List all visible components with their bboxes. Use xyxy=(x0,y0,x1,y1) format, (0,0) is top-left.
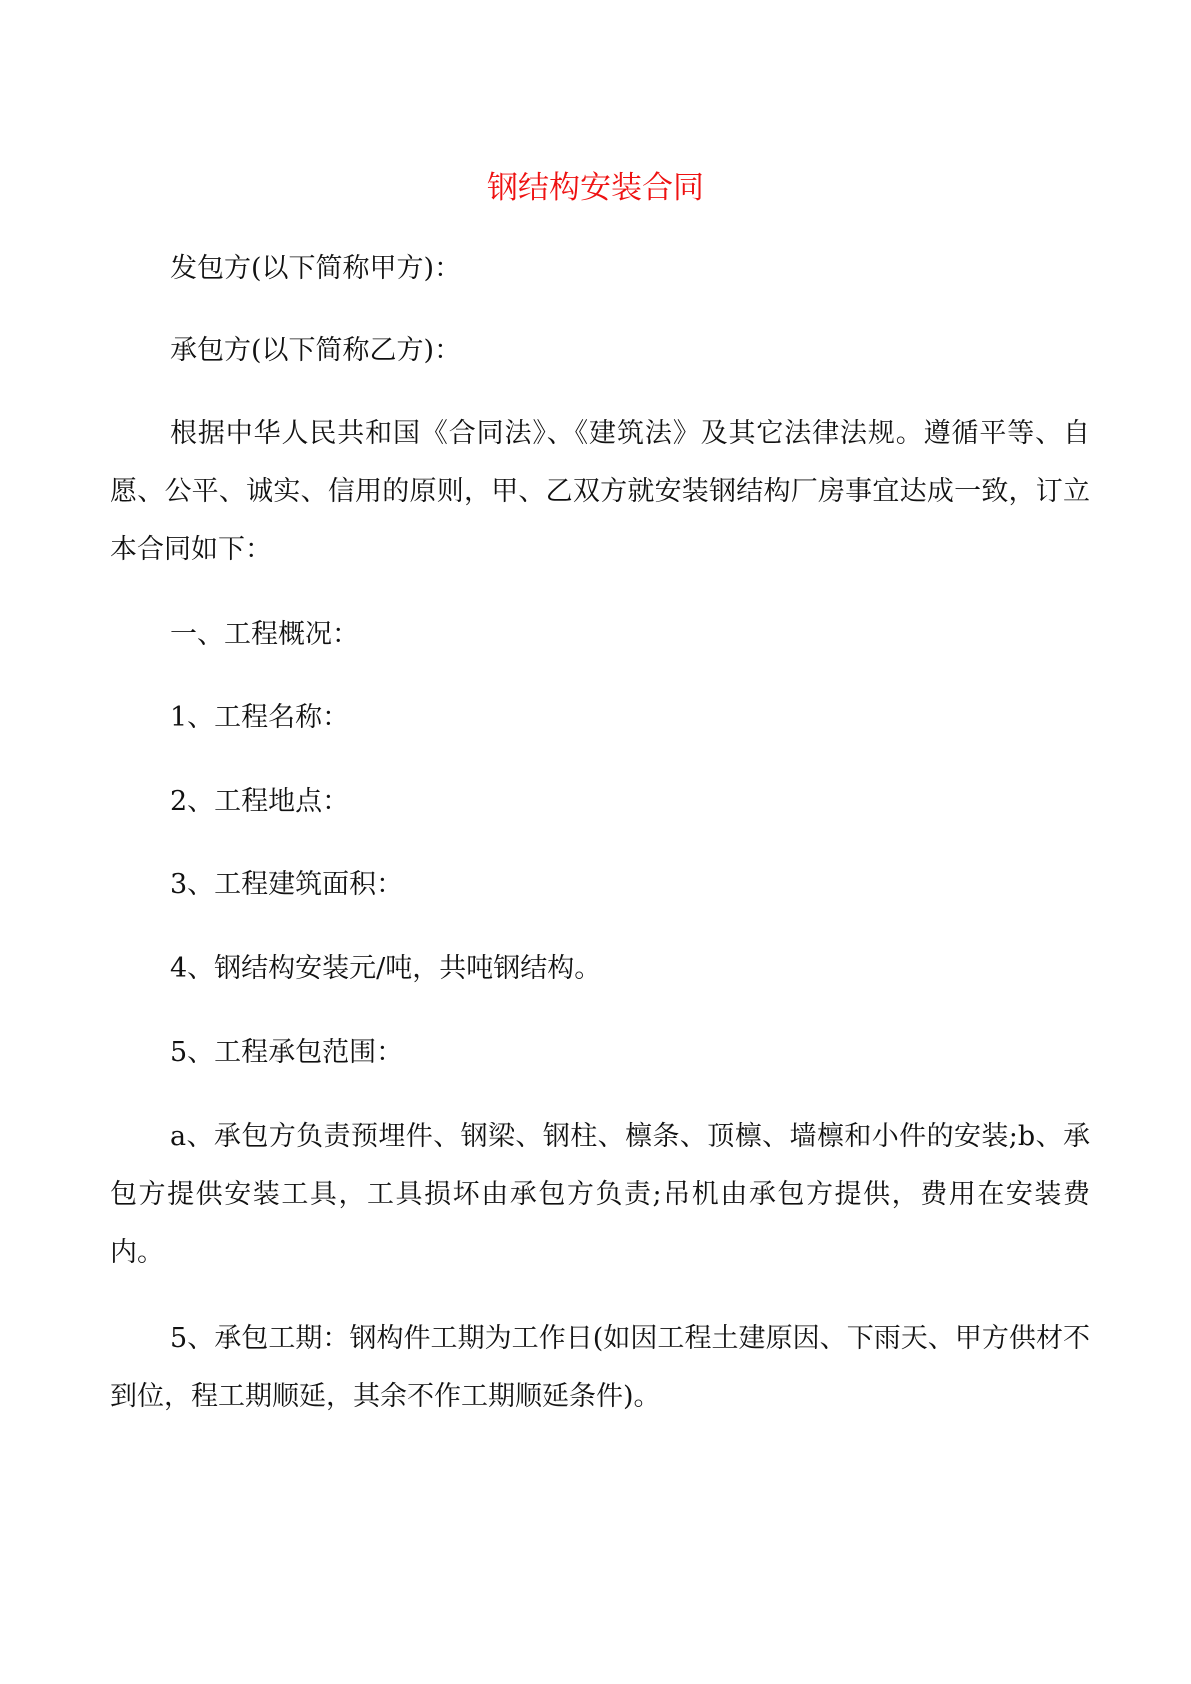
clause-contract-scope: 5、工程承包范围： xyxy=(170,1037,404,1068)
party-a-line: 发包方(以下简称甲方)： xyxy=(170,253,462,284)
preamble-paragraph: 根据中华人民共和国《合同法》、《建筑法》及其它法律法规。遵循平等、自愿、公平、诚实、信用的原则，甲、乙双方就安装钢结构厂房事宜达成一致，订立本合同如下： xyxy=(110,418,1090,565)
document-title: 钢结构安装合同 xyxy=(487,170,704,206)
clause-project-name: 1、工程名称： xyxy=(170,702,350,733)
clause-installation-price: 4、钢结构安装元/吨，共吨钢结构。 xyxy=(170,953,602,984)
clause-project-location: 2、工程地点： xyxy=(170,786,350,817)
section-heading-project-overview: 一、工程概况： xyxy=(170,619,359,650)
clause-contract-period: 5、承包工期：钢构件工期为工作日(如因工程土建原因、下雨天、甲方供材不到位，程工期顺延，其余不作工期顺延条件)。 xyxy=(110,1323,1090,1412)
clause-building-area: 3、工程建筑面积： xyxy=(170,869,404,900)
clause-scope-details: a、承包方负责预埋件、钢梁、钢柱、檩条、顶檩、墙檩和小件的安装;b、承包方提供安装工具，工具损坏由承包方负责;吊机由承包方提供，费用在安装费内。 xyxy=(110,1121,1090,1268)
party-b-line: 承包方(以下简称乙方)： xyxy=(170,335,462,366)
